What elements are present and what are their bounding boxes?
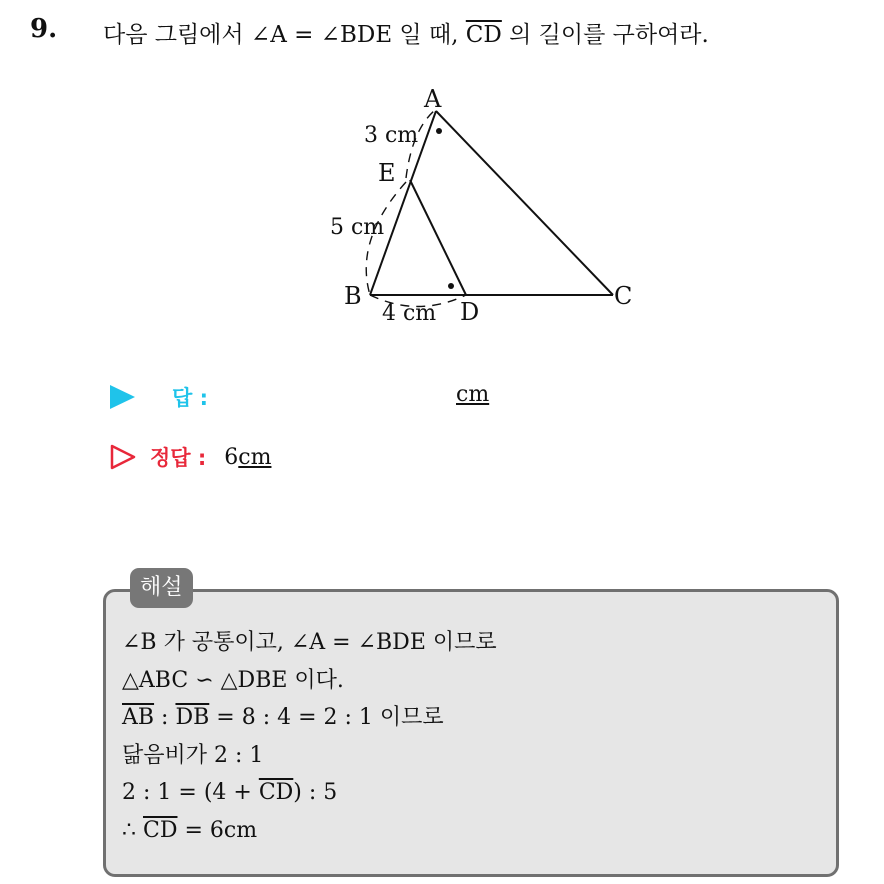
therefore-symbol: ∴ [122, 817, 143, 843]
question-text-after: 의 길이를 구하여라. [509, 22, 709, 48]
triangle-figure [320, 80, 650, 330]
outline-triangle-icon [110, 444, 136, 470]
solution-line-4-text: 닮음비가 2 : 1 [122, 742, 264, 768]
answer-row [110, 382, 208, 412]
vertex-label-c: C [614, 282, 633, 310]
segment-cd-label: $\overline{CD}$ [258, 780, 294, 805]
solution-lines [122, 624, 497, 849]
solution-line-3-text: = 8 : 4 = 2 : 1 이므로 [209, 705, 444, 730]
vertex-label-b: B [344, 282, 362, 310]
angle-dot-a [436, 128, 442, 134]
play-triangle-icon [110, 385, 135, 409]
length-label-ae: 3 cm [364, 123, 419, 148]
question-text-before: 다음 그림에서 ∠A = ∠BDE 일 때, [103, 22, 459, 48]
correct-answer-row [110, 442, 271, 472]
solution-line-6 [122, 812, 497, 850]
correct-answer-label: 정답 : [150, 446, 207, 470]
vertex-label-a: A [424, 85, 442, 113]
segment-db-label: $\overline{DB}$ [175, 705, 210, 730]
solution-line-5-text-b: ) : 5 [293, 780, 338, 805]
question-number: 9. [30, 14, 58, 44]
ratio-colon: : [154, 705, 176, 730]
solution-line-2 [122, 662, 497, 700]
solution-line-1-text: ∠B 가 공통이고, ∠A = ∠BDE 이므로 [122, 630, 497, 655]
solution-line-3 [122, 699, 497, 737]
correct-answer-value [224, 445, 271, 470]
answer-unit-blank[interactable]: cm [456, 382, 490, 407]
solution-line-6-text: = 6cm [177, 817, 258, 843]
solution-line-2-text: △ABC ∽ △DBE 이다. [122, 667, 344, 693]
correct-answer-number: 6 [224, 444, 239, 470]
solution-line-5 [122, 774, 497, 812]
vertex-label-d: D [460, 298, 480, 326]
correct-answer-unit: cm [238, 444, 272, 470]
segment-ed [410, 180, 466, 295]
angle-dot-d [448, 283, 454, 289]
question-segment-cd: $\overline{CD}$ [465, 22, 502, 48]
question-text [103, 16, 709, 49]
answer-label: 답 : [172, 386, 208, 410]
solution-line-5-text-a: 2 : 1 = (4 + [122, 780, 259, 805]
segment-ab-label: $\overline{AB}$ [122, 705, 155, 730]
length-label-bd: 4 cm [382, 301, 437, 326]
solution-line-4 [122, 737, 497, 775]
solution-line-1 [122, 624, 497, 662]
segment-cd-result-label: $\overline{CD}$ [143, 817, 178, 843]
solution-badge: 해설 [130, 568, 193, 608]
length-label-eb: 5 cm [330, 215, 385, 240]
segment-ac [436, 111, 613, 295]
vertex-label-e: E [378, 159, 396, 187]
